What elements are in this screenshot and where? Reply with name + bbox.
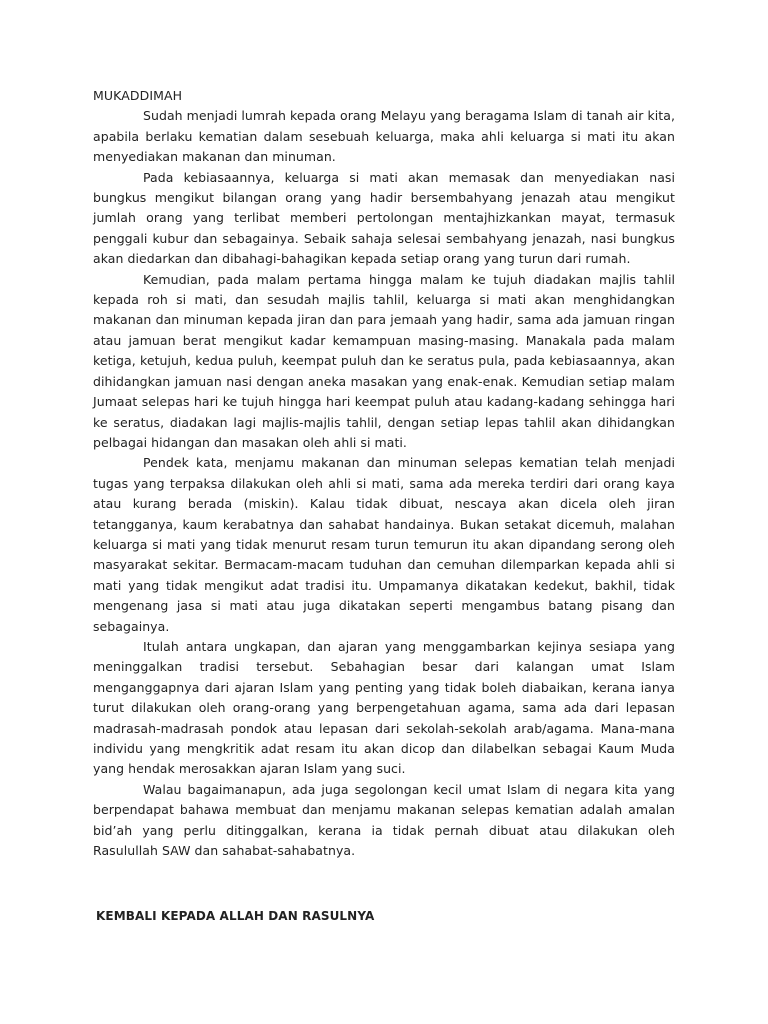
paragraph-6: Walau bagaimanapun, ada juga segolongan kecil umat Islam di negara kita yang berpendapat bahawa membuat dan menjamu makanan selepas kematian adalah amalan bid’ah yang perlu ditinggalkan, kerana ia tidak pernah dibuat atau dilakukan oleh Rasulullah SAW dan sahabat-sahabatnya. [93,781,675,859]
paragraph-2: Pada kebiasaannya, keluarga si mati akan memasak dan menyediakan nasi bungkus mengikut bilangan orang yang hadir bersembahyang jenazah atau mengikut jumlah orang yang terlibat memberi pertolongan mentajhizkankan mayat, termasuk penggali kubur dan sebagainya. Sebaik sahaja selesai sembahyang jenazah, nasi bungkus akan diedarkan dan dibahagi-bahagikan kepada setiap orang yang turun dari rumah. [93,169,675,267]
paragraph-1: Sudah menjadi lumrah kepada orang Melayu yang beragama Islam di tanah air kita, apabila berlaku kematian dalam sesebuah keluarga, maka ahli keluarga si mati itu akan menyediakan makanan dan minuman. [93,108,675,165]
document-title: MUKADDIMAH [93,88,183,103]
paragraph-5: Itulah antara ungkapan, dan ajaran yang menggambarkan kejinya sesiapa yang meninggalkan tradisi tersebut. Sebahagian besar dari kalangan umat Islam menganggapnya dari ajaran Islam yang penting yang tidak boleh diabaikan, kerana ianya turut dilakukan oleh orang-orang yang berpengetahuan agama, sama ada dari lepasan madrasah-madrasah pondok atau lepasan dari sekolah-sekolah arab/agama. Mana-mana individu yang mengkritik adat resam itu akan dicop dan dilabelkan sebagai Kaum Muda yang hendak merosakkan ajaran Islam yang suci. [93,638,675,777]
section-heading: KEMBALI KEPADA ALLAH DAN RASULNYA [96,909,375,923]
paragraph-3: Kemudian, pada malam pertama hingga malam ke tujuh diadakan majlis tahlil kepada roh si mati, dan sesudah majlis tahlil, keluarga si mati akan menghidangkan makanan dan minuman kepada jiran dan para jemaah yang hadir, sama ada jamuan ringan atau jamuan berat mengikut kadar kemampuan masing-masing. Manakala pada malam ketiga, ketujuh, kedua puluh, keempat puluh dan ke seratus pula, pada kebiasaannya, akan dihidangkan jamuan nasi dengan aneka masakan yang enak-enak. Kemudian setiap malam Jumaat selepas hari ke tujuh hingga hari keempat puluh atau kadang-kadang sehingga hari ke seratus, diadakan lagi majlis-majlis tahlil, dengan setiap lepas tahlil akan dihidangkan pelbagai hidangan dan masakan oleh ahli si mati. [93,271,675,450]
document-body [93,86,675,861]
paragraph-4: Pendek kata, menjamu makanan dan minuman selepas kematian telah menjadi tugas yang terpaksa dilakukan oleh ahli si mati, sama ada mereka terdiri dari orang kaya atau kurang berada (miskin). Kalau tidak dibuat, nescaya akan dicela oleh jiran tetangganya, kaum kerabatnya dan sahabat handainya. Bukan setakat dicemuh, malahan keluarga si mati yang tidak menurut resam turun temurun itu akan dipandang serong oleh masyarakat sekitar. Bermacam-macam tuduhan dan cemuhan dilemparkan kepada ahli si mati yang tidak mengikut adat tradisi itu. Umpamanya dikatakan kedekut, bakhil, tidak mengenang jasa si mati atau juga dikatakan seperti mengambus batang pisang dan sebagainya. [93,455,675,634]
